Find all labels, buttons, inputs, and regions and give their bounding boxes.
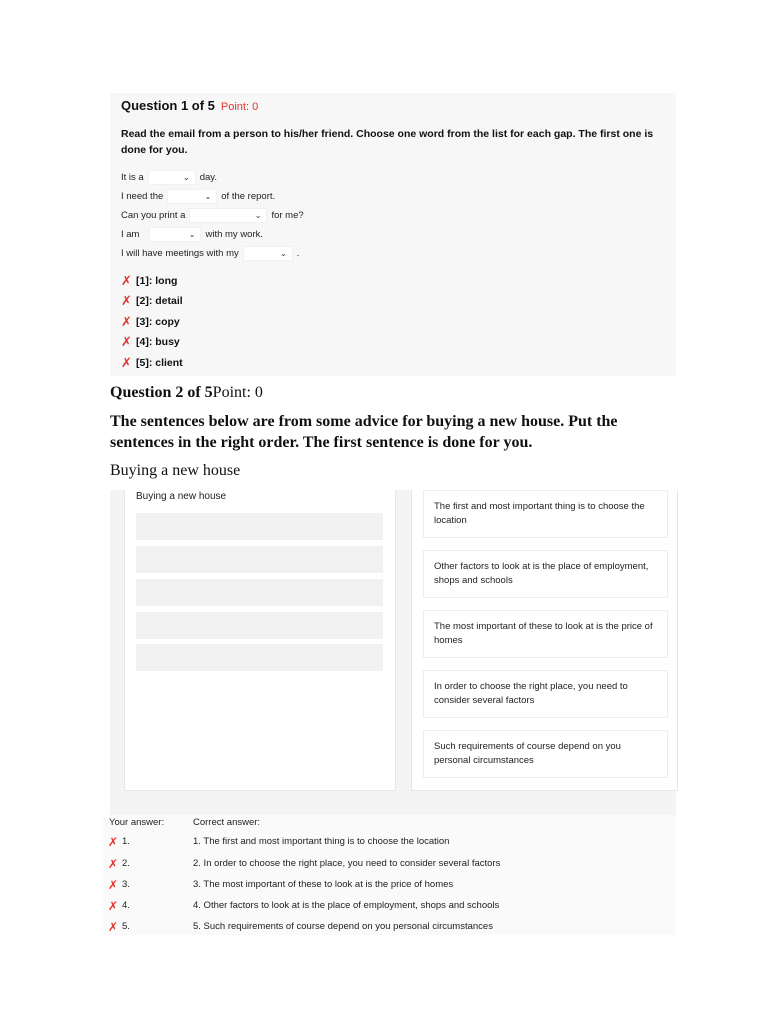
wrong-x-icon: ✗ [108, 857, 119, 871]
drop-zone-title: Buying a new house [136, 491, 227, 502]
drop-slot-1[interactable] [136, 513, 383, 540]
chevron-down-icon: ⌄ [204, 192, 212, 201]
question-2-subtitle: Buying a new house [110, 462, 241, 479]
answers-table [103, 815, 676, 935]
gap-2-dropdown[interactable] [167, 189, 217, 204]
question-1-instruction: Read the email from a person to his/her friend. Choose one word from the list for each gap. The first one is done for you. [121, 128, 654, 156]
table-row [103, 858, 676, 876]
table-row [103, 836, 676, 854]
drop-zone-column [124, 490, 396, 791]
q1-answer-3 [121, 314, 180, 330]
gap-line-2-before: I need the [121, 191, 164, 202]
q1-answer-4-text: [4]: busy [136, 336, 180, 348]
gap-line-4 [121, 227, 263, 242]
wrong-x-icon: ✗ [121, 355, 132, 370]
gap-line-5 [121, 246, 299, 261]
gap-line-3-before: Can you print a [121, 210, 186, 221]
wrong-x-icon: ✗ [108, 835, 119, 849]
table-row [103, 921, 676, 939]
question-2-points: Point: 0 [212, 384, 263, 401]
sentence-card-1[interactable]: The first and most important thing is to choose the location [423, 490, 668, 538]
correct-answer-text: 5. Such requirements of course depend on you personal circumstances [193, 921, 493, 932]
your-answer-number: 2. [122, 858, 130, 869]
ordering-widget [110, 490, 676, 817]
gap-line-1-before: It is a [121, 172, 144, 183]
chevron-down-icon: ⌄ [183, 173, 190, 182]
gap-line-4-before: I am [121, 229, 140, 240]
drop-slot-3[interactable] [136, 579, 383, 606]
your-answer-number: 1. [122, 836, 130, 847]
question-1-panel [110, 93, 676, 376]
chevron-down-icon: ⌄ [188, 230, 196, 239]
wrong-x-icon: ✗ [108, 878, 119, 892]
drop-slot-4[interactable] [136, 612, 383, 639]
wrong-x-icon: ✗ [108, 899, 119, 913]
q1-answer-5-text: [5]: client [136, 357, 183, 369]
question-1-heading [121, 98, 258, 113]
drop-slot-2[interactable] [136, 546, 383, 573]
sentence-card-3[interactable]: The most important of these to look at is the price of homes [423, 610, 668, 658]
question-2-heading [110, 384, 263, 402]
wrong-x-icon: ✗ [108, 920, 119, 934]
q1-answer-4 [121, 334, 180, 350]
question-1-title: Question 1 of 5 [121, 98, 215, 113]
gap-line-5-before: I will have meetings with my [121, 248, 239, 259]
gap-line-1 [121, 170, 217, 185]
correct-answer-text: 2. In order to choose the right place, you need to consider several factors [193, 858, 501, 869]
gap-line-2 [121, 189, 275, 204]
wrong-x-icon: ✗ [121, 293, 132, 308]
your-answer-number: 5. [122, 921, 130, 932]
q1-answer-3-text: [3]: copy [136, 316, 180, 328]
gap-line-2-after: of the report. [221, 191, 276, 202]
your-answer-header: Your answer: [109, 817, 165, 828]
correct-answer-text: 1. The first and most important thing is to choose the location [193, 836, 450, 847]
wrong-x-icon: ✗ [121, 314, 132, 329]
q1-answer-1 [121, 273, 177, 289]
table-row [103, 900, 676, 918]
question-2-title: Question 2 of 5 [110, 384, 213, 401]
q1-answer-5 [121, 355, 183, 371]
q1-answer-2-text: [2]: detail [136, 295, 183, 307]
gap-line-1-after: day. [199, 172, 217, 183]
chevron-down-icon: ⌄ [280, 249, 287, 258]
gap-line-4-after: with my work. [205, 229, 264, 240]
sentence-cards-column [411, 490, 678, 791]
table-row [103, 879, 676, 897]
wrong-x-icon: ✗ [121, 334, 132, 349]
gap-3-dropdown[interactable] [189, 208, 267, 223]
q1-answer-1-text: [1]: long [136, 275, 178, 287]
drop-slot-5[interactable] [136, 644, 383, 671]
gap-line-3 [121, 208, 304, 223]
sentence-card-4[interactable]: In order to choose the right place, you need to consider several factors [423, 670, 668, 718]
wrong-x-icon: ✗ [121, 273, 132, 288]
sentence-card-5[interactable]: Such requirements of course depend on you personal circumstances [423, 730, 668, 778]
your-answer-number: 3. [122, 879, 130, 890]
question-2-instruction: The sentences below are from some advice for buying a new house. Put the sentences in the right order. The first sentence is done for you. [110, 413, 618, 451]
correct-answer-text: 4. Other factors to look at is the place of employment, shops and schools [193, 900, 500, 911]
correct-answer-text: 3. The most important of these to look at is the price of homes [193, 879, 454, 890]
sentence-card-2[interactable]: Other factors to look at is the place of employment, shops and schools [423, 550, 668, 598]
correct-answer-header: Correct answer: [193, 817, 261, 828]
gap-1-dropdown[interactable] [148, 170, 196, 185]
q1-answer-2 [121, 293, 183, 309]
gap-line-5-after: . [296, 248, 300, 259]
gap-line-3-after: for me? [271, 210, 304, 221]
gap-5-dropdown[interactable] [243, 246, 293, 261]
your-answer-number: 4. [122, 900, 130, 911]
gap-4-dropdown[interactable] [149, 227, 201, 242]
chevron-down-icon: ⌄ [254, 211, 262, 220]
question-1-points: Point: 0 [220, 101, 259, 113]
